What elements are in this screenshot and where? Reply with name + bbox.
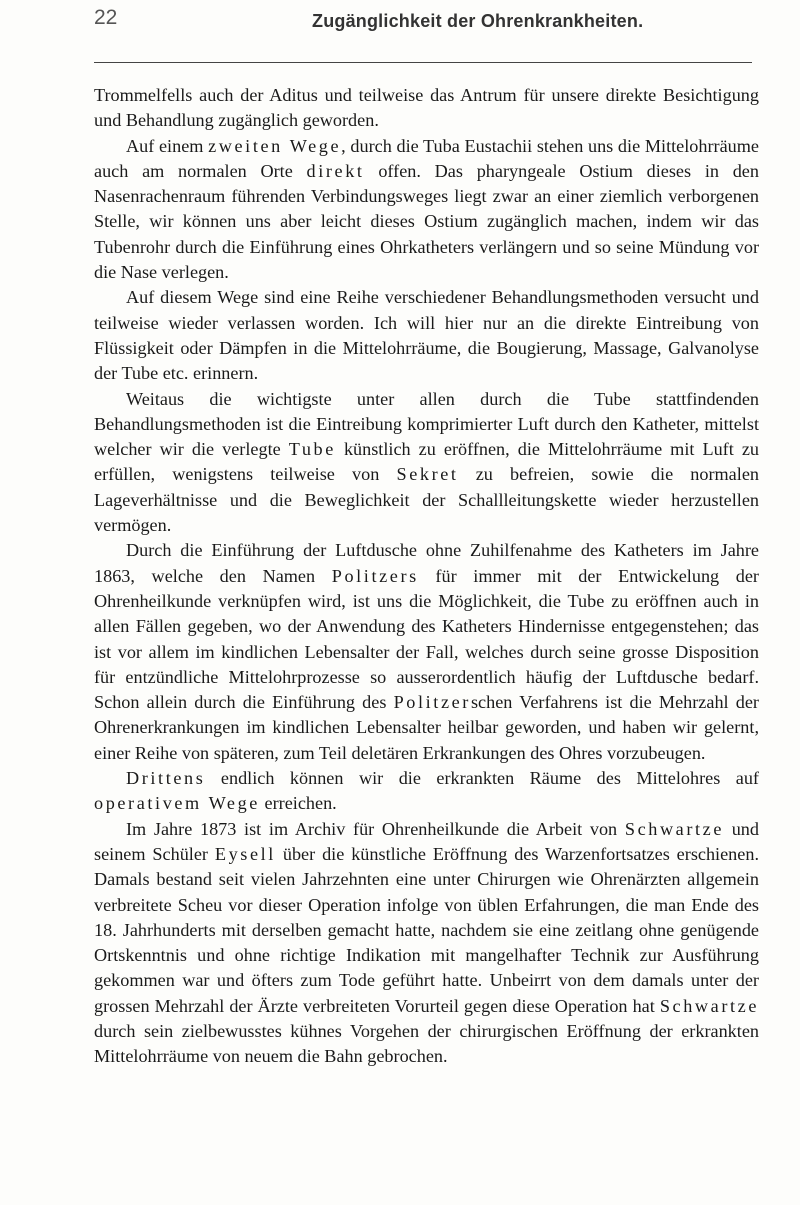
emphasis-spaced: Tube <box>288 439 336 460</box>
paragraph <box>94 817 759 1070</box>
text-run: erreichen. <box>259 793 337 814</box>
running-head: Zugänglichkeit der Ohrenkrankheiten. <box>312 11 644 31</box>
book-page <box>94 0 759 1070</box>
text-run: durch sein zielbewusstes kühnes Vorgehen der chirurgischen Eröffnung der erkrankten Mittelohrräume von neuem die Bahn gebrochen. <box>94 1020 759 1067</box>
text-run: Auf einem <box>126 135 209 156</box>
paragraph <box>94 83 759 134</box>
emphasis-spaced: zweiten Wege <box>208 135 342 156</box>
text-run: schen Verfahrens ist die Mehrzahl der Ohrenerkrankungen im kindlichen Lebensalter heilbar geworden, und haben wir gelernt, einer Reihe von späteren, zum Teil deletären Erkrankungen des Ohres vorzubeugen. <box>94 692 759 763</box>
text-run: , durch die Tuba Eustachii stehen uns die Mittelohrräume auch am normalen Orte <box>94 135 759 181</box>
paragraph <box>94 387 759 539</box>
text-run: künstlich zu eröffnen, die Mittelohrräume mit Luft zu erfüllen, wenigstens teilweise von <box>94 439 759 485</box>
text-run: Trommelfells auch der Aditus und teilweise das Antrum für unsere direkte Besichtigung und Behandlung zugänglich geworden. <box>94 85 759 131</box>
paragraph <box>94 134 759 286</box>
text-run: zu befreien, sowie die normalen Lageverhältnisse und die Beweglichkeit der Schallleitungskette wieder herzustellen vermögen. <box>94 464 759 536</box>
emphasis-spaced: Eysell <box>214 843 276 864</box>
emphasis-spaced: Schwartze <box>659 995 759 1016</box>
text-run: Auf diesem Wege sind eine Reihe verschiedener Behandlungsmethoden versucht und teilweise wieder verlassen worden. Ich will hier nur an die direkte Eintreibung von Flüssigkeit oder Dämpfen in die Mittelohrräume, die Bougierung, Massage, Galvanolyse der Tube etc. erinnern. <box>94 287 759 384</box>
emphasis-spaced: direkt <box>306 160 365 181</box>
text-run: über die künstliche Eröffnung des Warzenfortsatzes erschienen. Damals bestand seit vielen Jahrzehnten eine unter Chirurgen wie Ohrenärzten allgemein verbreitete Scheu vor dieser Operation infolge von üblen Erfahrungen, die man Ende des 18. Jahrhunderts mit derselben gemacht hatte, nachdem sie eine zeitlang ohne genügende Ortskenntnis und ohne richtige Indikation mit mangelhafter Technik zur Ausführung gekommen war und öfters zum Tode geführt hatte. Unbeirrt von dem damals unter der grossen Mehrzahl der Ärzte verbreiteten Vorurteil gegen diese Operation hat <box>94 843 759 1016</box>
text-run: Weitaus die wichtigste unter allen durch die Tube stattfindenden Behandlungsmethoden ist die Eintreibung komprimierter Luft durch den Katheter, mittelst welcher wir die verlegte <box>94 388 759 460</box>
paragraph <box>94 538 759 766</box>
emphasis-spaced: Politzers <box>331 565 419 586</box>
text-run: endlich können wir die erkrankten Räume des Mittelohres auf <box>205 768 759 789</box>
paragraph <box>94 285 759 386</box>
page-header <box>94 0 752 63</box>
text-run: für immer mit der Entwickelung der Ohrenheilkunde verknüpfen wird, ist uns die Möglichkeit, die Tube zu eröffnen auch in allen Fällen gegeben, wo der Anwendung des Katheters Hindernisse entgegenstehen; das ist vor allem im kindlichen Lebensalter der Fall, welches durch seine grosse Disposition für entzündliche Mittelohrprozesse so ausserordentlich häufig der Luftdusche bedarf. Schon allein durch die Einführung des <box>94 565 759 713</box>
emphasis-spaced: Schwartze <box>624 818 725 839</box>
text-run: offen. Das pharyngeale Ostium dieses in den Nasenrachenraum führenden Verbindungsweges liegt zwar an einer ziemlich verborgenen Stelle, wir können uns aber leicht dieses Ostium zugänglich machen, indem wir das Tubenrohr durch die Einführung eines Ohrkatheters verlängern und so seine Mündung vor die Nase verlegen. <box>94 160 759 283</box>
body-text <box>94 83 759 1070</box>
text-run: Im Jahre 1873 ist im Archiv für Ohrenheilkunde die Arbeit von <box>126 818 625 839</box>
page-number: 22 <box>94 6 118 29</box>
emphasis-spaced: Politzer <box>393 692 471 713</box>
text-run: und seinem Schüler <box>94 818 759 864</box>
text-run: Durch die Einführung der Luftdusche ohne Zuhilfenahme des Katheters im Jahre 1863, welche den Namen <box>94 540 759 586</box>
paragraph <box>94 766 759 817</box>
emphasis-spaced: Drittens <box>126 768 206 789</box>
emphasis-spaced: Sekret <box>396 464 459 485</box>
emphasis-spaced: operativem Wege <box>94 793 260 814</box>
